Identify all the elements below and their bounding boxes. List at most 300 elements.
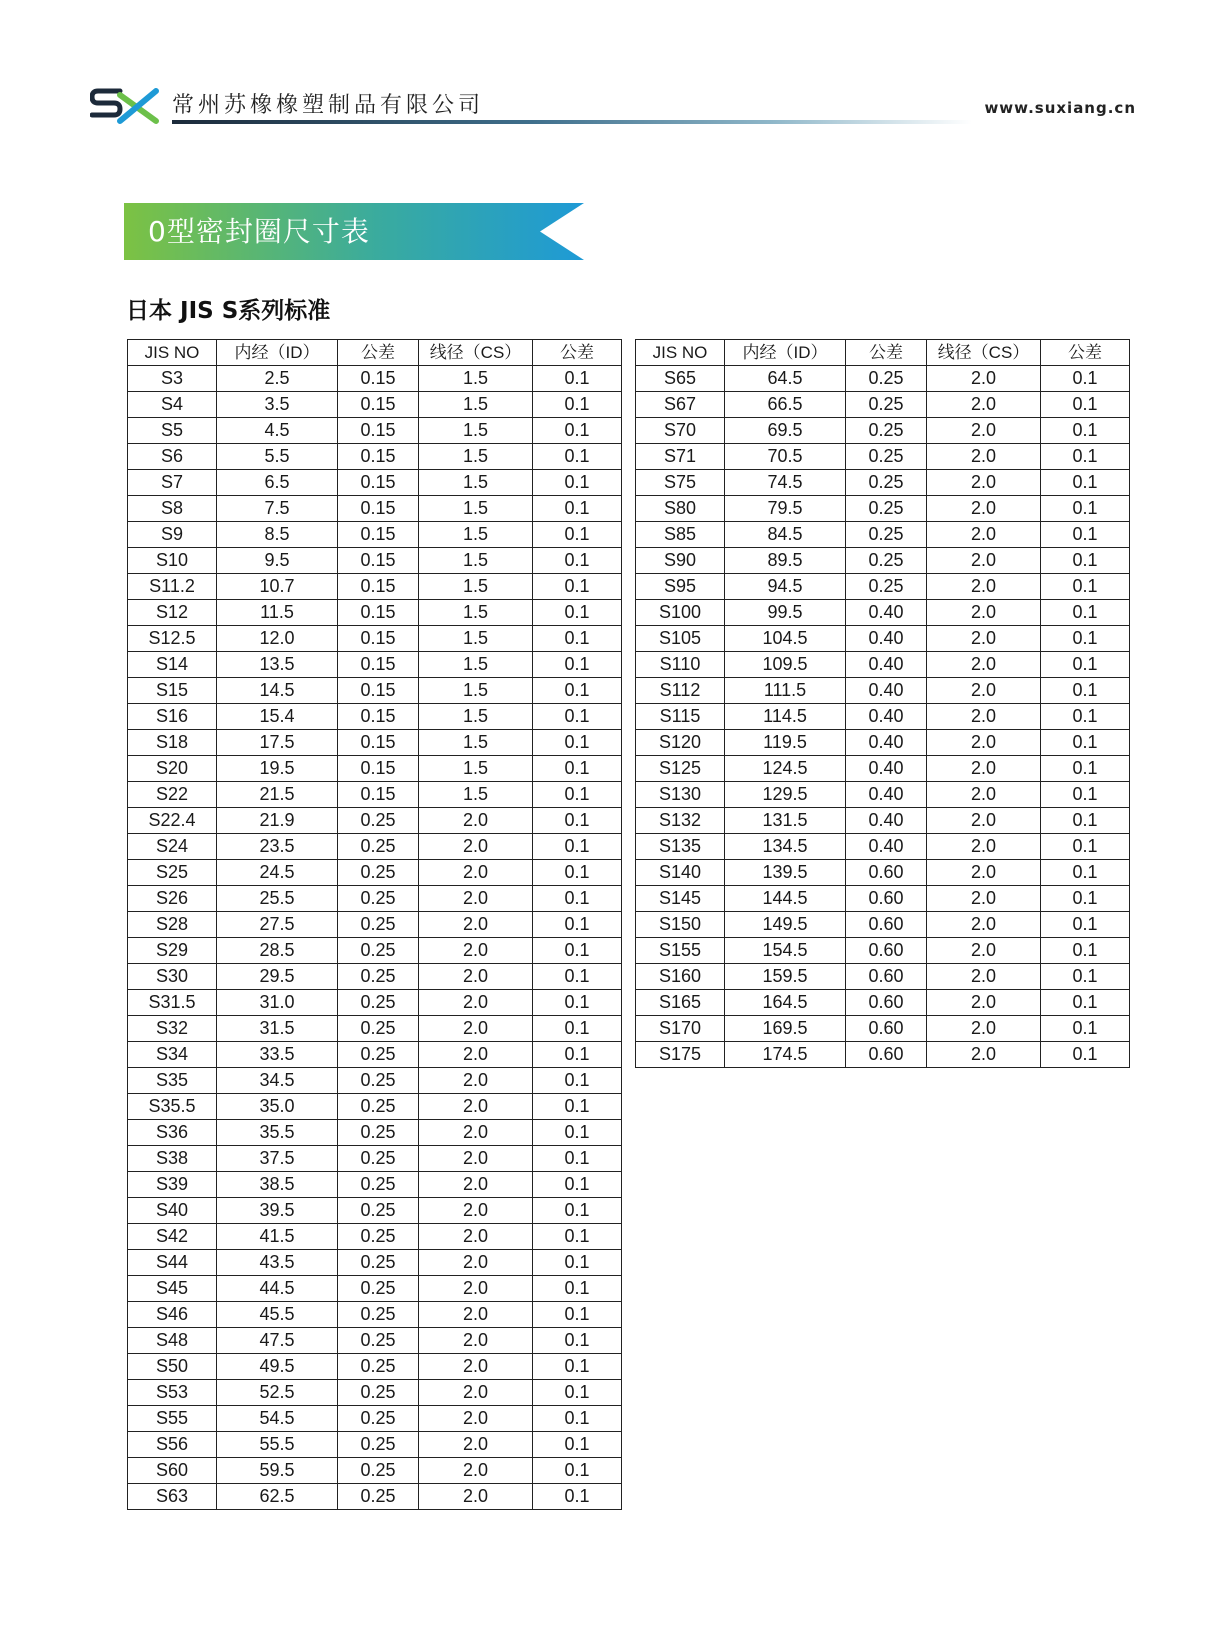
- cell-cs-tolerance: 0.1: [1041, 860, 1130, 886]
- cell-cross-section: 2.0: [927, 600, 1041, 626]
- cell-cs-tolerance: 0.1: [533, 886, 622, 912]
- table-row: [128, 548, 622, 574]
- cell-cross-section: 1.5: [419, 678, 533, 704]
- cell-id-tolerance: 0.25: [846, 444, 927, 470]
- cell-cs-tolerance: 0.1: [533, 1276, 622, 1302]
- company-logo: [90, 85, 162, 125]
- cell-id-tolerance: 0.15: [338, 418, 419, 444]
- cell-cs-tolerance: 0.1: [1041, 392, 1130, 418]
- cell-inner-diameter: 15.4: [217, 704, 338, 730]
- table-row: [636, 834, 1130, 860]
- cell-jis-no: S40: [128, 1198, 217, 1224]
- cell-cs-tolerance: 0.1: [533, 990, 622, 1016]
- cell-cross-section: 2.0: [419, 1068, 533, 1094]
- cell-jis-no: S67: [636, 392, 725, 418]
- cell-cs-tolerance: 0.1: [533, 652, 622, 678]
- cell-id-tolerance: 0.25: [338, 912, 419, 938]
- cell-cross-section: 1.5: [419, 392, 533, 418]
- cell-cross-section: 2.0: [419, 1328, 533, 1354]
- cell-cs-tolerance: 0.1: [1041, 600, 1130, 626]
- cell-cs-tolerance: 0.1: [1041, 912, 1130, 938]
- cell-id-tolerance: 0.60: [846, 1016, 927, 1042]
- table-row: [128, 964, 622, 990]
- table-row: [128, 834, 622, 860]
- table-row: [128, 886, 622, 912]
- cell-cross-section: 2.0: [927, 782, 1041, 808]
- cell-id-tolerance: 0.25: [338, 1432, 419, 1458]
- cell-jis-no: S6: [128, 444, 217, 470]
- col-header-id-tolerance: 公差: [338, 340, 419, 366]
- cell-inner-diameter: 29.5: [217, 964, 338, 990]
- cell-id-tolerance: 0.40: [846, 730, 927, 756]
- cell-cs-tolerance: 0.1: [1041, 496, 1130, 522]
- table-row: [128, 392, 622, 418]
- cell-id-tolerance: 0.25: [338, 1146, 419, 1172]
- cell-inner-diameter: 28.5: [217, 938, 338, 964]
- cell-inner-diameter: 33.5: [217, 1042, 338, 1068]
- cell-cross-section: 2.0: [927, 860, 1041, 886]
- table-row: [128, 1380, 622, 1406]
- cell-id-tolerance: 0.25: [338, 1042, 419, 1068]
- cell-cross-section: 2.0: [927, 808, 1041, 834]
- cell-cs-tolerance: 0.1: [533, 678, 622, 704]
- table-row: [636, 886, 1130, 912]
- cell-id-tolerance: 0.15: [338, 704, 419, 730]
- cell-inner-diameter: 164.5: [725, 990, 846, 1016]
- cell-inner-diameter: 10.7: [217, 574, 338, 600]
- cell-cross-section: 2.0: [419, 1146, 533, 1172]
- cell-jis-no: S36: [128, 1120, 217, 1146]
- cell-cross-section: 2.0: [927, 548, 1041, 574]
- cell-jis-no: S22.4: [128, 808, 217, 834]
- table-row: [636, 470, 1130, 496]
- cell-cross-section: 2.0: [419, 912, 533, 938]
- cell-jis-no: S95: [636, 574, 725, 600]
- cell-inner-diameter: 4.5: [217, 418, 338, 444]
- table-row: [636, 808, 1130, 834]
- cell-cs-tolerance: 0.1: [533, 392, 622, 418]
- cell-cross-section: 2.0: [419, 1016, 533, 1042]
- cell-cross-section: 2.0: [419, 1120, 533, 1146]
- cell-inner-diameter: 6.5: [217, 470, 338, 496]
- cell-cs-tolerance: 0.1: [533, 444, 622, 470]
- cell-cross-section: 2.0: [927, 912, 1041, 938]
- cell-cross-section: 1.5: [419, 496, 533, 522]
- cell-cs-tolerance: 0.1: [533, 860, 622, 886]
- cell-cs-tolerance: 0.1: [533, 964, 622, 990]
- cell-cs-tolerance: 0.1: [533, 1042, 622, 1068]
- table-row: [128, 418, 622, 444]
- cell-cs-tolerance: 0.1: [533, 938, 622, 964]
- cell-id-tolerance: 0.60: [846, 1042, 927, 1068]
- cell-cross-section: 2.0: [927, 1016, 1041, 1042]
- table-row: [128, 1432, 622, 1458]
- cell-cs-tolerance: 0.1: [1041, 366, 1130, 392]
- table-row: [128, 678, 622, 704]
- cell-cs-tolerance: 0.1: [533, 808, 622, 834]
- cell-inner-diameter: 111.5: [725, 678, 846, 704]
- cell-jis-no: S85: [636, 522, 725, 548]
- cell-cs-tolerance: 0.1: [1041, 574, 1130, 600]
- cell-jis-no: S39: [128, 1172, 217, 1198]
- cell-jis-no: S63: [128, 1484, 217, 1510]
- cell-inner-diameter: 124.5: [725, 756, 846, 782]
- cell-cs-tolerance: 0.1: [1041, 418, 1130, 444]
- table-row: [128, 1224, 622, 1250]
- cell-cs-tolerance: 0.1: [1041, 990, 1130, 1016]
- table-row: [128, 1484, 622, 1510]
- cell-cross-section: 1.5: [419, 522, 533, 548]
- cell-inner-diameter: 25.5: [217, 886, 338, 912]
- cell-cs-tolerance: 0.1: [1041, 756, 1130, 782]
- cell-jis-no: S38: [128, 1146, 217, 1172]
- cell-inner-diameter: 66.5: [725, 392, 846, 418]
- cell-id-tolerance: 0.25: [338, 1172, 419, 1198]
- cell-id-tolerance: 0.25: [338, 938, 419, 964]
- cell-id-tolerance: 0.25: [338, 1198, 419, 1224]
- cell-cs-tolerance: 0.1: [533, 730, 622, 756]
- cell-jis-no: S18: [128, 730, 217, 756]
- cell-cs-tolerance: 0.1: [1041, 1016, 1130, 1042]
- cell-jis-no: S20: [128, 756, 217, 782]
- table-row: [128, 912, 622, 938]
- cell-cross-section: 2.0: [927, 652, 1041, 678]
- cell-id-tolerance: 0.25: [338, 1250, 419, 1276]
- cell-cs-tolerance: 0.1: [533, 1120, 622, 1146]
- cell-id-tolerance: 0.15: [338, 782, 419, 808]
- cell-inner-diameter: 99.5: [725, 600, 846, 626]
- cell-cs-tolerance: 0.1: [533, 912, 622, 938]
- cell-cs-tolerance: 0.1: [533, 1146, 622, 1172]
- cell-id-tolerance: 0.40: [846, 756, 927, 782]
- cell-inner-diameter: 134.5: [725, 834, 846, 860]
- cell-id-tolerance: 0.60: [846, 964, 927, 990]
- table-row: [128, 1276, 622, 1302]
- cell-cross-section: 2.0: [419, 1276, 533, 1302]
- cell-inner-diameter: 9.5: [217, 548, 338, 574]
- cell-id-tolerance: 0.40: [846, 678, 927, 704]
- cell-cs-tolerance: 0.1: [533, 1068, 622, 1094]
- cell-jis-no: S26: [128, 886, 217, 912]
- cell-jis-no: S15: [128, 678, 217, 704]
- cell-inner-diameter: 41.5: [217, 1224, 338, 1250]
- cell-jis-no: S112: [636, 678, 725, 704]
- cell-id-tolerance: 0.15: [338, 652, 419, 678]
- cell-jis-no: S135: [636, 834, 725, 860]
- cell-inner-diameter: 84.5: [725, 522, 846, 548]
- cell-id-tolerance: 0.25: [338, 1484, 419, 1510]
- cell-cross-section: 2.0: [419, 808, 533, 834]
- cell-cs-tolerance: 0.1: [533, 1432, 622, 1458]
- cell-jis-no: S71: [636, 444, 725, 470]
- cell-cross-section: 2.0: [927, 1042, 1041, 1068]
- cell-cross-section: 2.0: [927, 756, 1041, 782]
- cell-jis-no: S22: [128, 782, 217, 808]
- table-row: [636, 990, 1130, 1016]
- cell-id-tolerance: 0.25: [846, 470, 927, 496]
- cell-inner-diameter: 55.5: [217, 1432, 338, 1458]
- cell-cross-section: 1.5: [419, 652, 533, 678]
- cell-inner-diameter: 31.0: [217, 990, 338, 1016]
- cell-cs-tolerance: 0.1: [1041, 444, 1130, 470]
- cell-id-tolerance: 0.25: [338, 1094, 419, 1120]
- table-row: [128, 626, 622, 652]
- col-header-cs-tolerance: 公差: [1041, 340, 1130, 366]
- cell-jis-no: S115: [636, 704, 725, 730]
- cell-inner-diameter: 62.5: [217, 1484, 338, 1510]
- cell-cross-section: 2.0: [927, 366, 1041, 392]
- cell-cs-tolerance: 0.1: [1041, 938, 1130, 964]
- cell-cs-tolerance: 0.1: [533, 626, 622, 652]
- cell-cs-tolerance: 0.1: [533, 548, 622, 574]
- table-row: [128, 444, 622, 470]
- cell-cs-tolerance: 0.1: [1041, 626, 1130, 652]
- cell-cross-section: 1.5: [419, 574, 533, 600]
- cell-id-tolerance: 0.25: [846, 496, 927, 522]
- cell-cs-tolerance: 0.1: [533, 1250, 622, 1276]
- cell-id-tolerance: 0.15: [338, 756, 419, 782]
- table-row: [128, 756, 622, 782]
- table-row: [636, 678, 1130, 704]
- cell-jis-no: S56: [128, 1432, 217, 1458]
- cell-inner-diameter: 49.5: [217, 1354, 338, 1380]
- cell-cs-tolerance: 0.1: [533, 1354, 622, 1380]
- cell-inner-diameter: 43.5: [217, 1250, 338, 1276]
- cell-inner-diameter: 24.5: [217, 860, 338, 886]
- cell-cs-tolerance: 0.1: [533, 1224, 622, 1250]
- cell-inner-diameter: 94.5: [725, 574, 846, 600]
- cell-inner-diameter: 45.5: [217, 1302, 338, 1328]
- table-row: [636, 548, 1130, 574]
- cell-cross-section: 2.0: [927, 964, 1041, 990]
- size-table-right: [635, 339, 1130, 1068]
- cell-inner-diameter: 119.5: [725, 730, 846, 756]
- cell-cs-tolerance: 0.1: [533, 522, 622, 548]
- cell-jis-no: S50: [128, 1354, 217, 1380]
- cell-cross-section: 1.5: [419, 444, 533, 470]
- cell-cs-tolerance: 0.1: [533, 1458, 622, 1484]
- cell-cross-section: 2.0: [419, 1094, 533, 1120]
- cell-inner-diameter: 104.5: [725, 626, 846, 652]
- cell-jis-no: S105: [636, 626, 725, 652]
- table-row: [636, 574, 1130, 600]
- cell-cs-tolerance: 0.1: [1041, 808, 1130, 834]
- cell-cross-section: 1.5: [419, 600, 533, 626]
- cell-id-tolerance: 0.15: [338, 470, 419, 496]
- cell-jis-no: S125: [636, 756, 725, 782]
- table-row: [128, 1042, 622, 1068]
- cell-id-tolerance: 0.15: [338, 392, 419, 418]
- table-row: [636, 626, 1130, 652]
- cell-jis-no: S16: [128, 704, 217, 730]
- cell-jis-no: S160: [636, 964, 725, 990]
- cell-cross-section: 2.0: [927, 392, 1041, 418]
- table-row: [128, 860, 622, 886]
- cell-cross-section: 2.0: [927, 938, 1041, 964]
- cell-cs-tolerance: 0.1: [533, 1016, 622, 1042]
- cell-jis-no: S53: [128, 1380, 217, 1406]
- cell-jis-no: S175: [636, 1042, 725, 1068]
- cell-inner-diameter: 54.5: [217, 1406, 338, 1432]
- cell-cs-tolerance: 0.1: [1041, 678, 1130, 704]
- cell-inner-diameter: 39.5: [217, 1198, 338, 1224]
- cell-cross-section: 2.0: [927, 730, 1041, 756]
- cell-cross-section: 2.0: [419, 1406, 533, 1432]
- cell-cross-section: 1.5: [419, 548, 533, 574]
- table-row: [636, 418, 1130, 444]
- cell-jis-no: S90: [636, 548, 725, 574]
- cell-inner-diameter: 169.5: [725, 1016, 846, 1042]
- cell-id-tolerance: 0.25: [846, 418, 927, 444]
- cell-id-tolerance: 0.25: [338, 1328, 419, 1354]
- cell-inner-diameter: 70.5: [725, 444, 846, 470]
- cell-cross-section: 2.0: [419, 1484, 533, 1510]
- table-row: [128, 496, 622, 522]
- table-row: [128, 1458, 622, 1484]
- cell-cs-tolerance: 0.1: [1041, 730, 1130, 756]
- cell-id-tolerance: 0.40: [846, 704, 927, 730]
- cell-id-tolerance: 0.15: [338, 730, 419, 756]
- section-title: 日本 JIS S系列标准: [126, 298, 331, 324]
- table-row: [128, 600, 622, 626]
- cell-cross-section: 2.0: [419, 1172, 533, 1198]
- table-row: [128, 574, 622, 600]
- cell-cross-section: 2.0: [419, 1458, 533, 1484]
- cell-jis-no: S5: [128, 418, 217, 444]
- cell-inner-diameter: 37.5: [217, 1146, 338, 1172]
- cell-jis-no: S145: [636, 886, 725, 912]
- table-row: [636, 964, 1130, 990]
- cell-cs-tolerance: 0.1: [533, 782, 622, 808]
- table-row: [128, 1172, 622, 1198]
- table-row: [128, 1094, 622, 1120]
- cell-cs-tolerance: 0.1: [533, 1172, 622, 1198]
- cell-cross-section: 2.0: [419, 938, 533, 964]
- table-row: [128, 990, 622, 1016]
- cell-inner-diameter: 129.5: [725, 782, 846, 808]
- cell-id-tolerance: 0.40: [846, 808, 927, 834]
- cell-cross-section: 1.5: [419, 626, 533, 652]
- cell-jis-no: S8: [128, 496, 217, 522]
- cell-inner-diameter: 35.5: [217, 1120, 338, 1146]
- cell-inner-diameter: 154.5: [725, 938, 846, 964]
- cell-jis-no: S155: [636, 938, 725, 964]
- table-row: [128, 366, 622, 392]
- cell-id-tolerance: 0.15: [338, 678, 419, 704]
- cell-cross-section: 2.0: [419, 1198, 533, 1224]
- cell-cross-section: 2.0: [419, 1224, 533, 1250]
- cell-inner-diameter: 35.0: [217, 1094, 338, 1120]
- cell-id-tolerance: 0.60: [846, 860, 927, 886]
- cell-inner-diameter: 159.5: [725, 964, 846, 990]
- cell-inner-diameter: 17.5: [217, 730, 338, 756]
- cell-inner-diameter: 7.5: [217, 496, 338, 522]
- cell-jis-no: S25: [128, 860, 217, 886]
- cell-id-tolerance: 0.15: [338, 548, 419, 574]
- table-row: [636, 600, 1130, 626]
- table-row: [636, 496, 1130, 522]
- cell-cs-tolerance: 0.1: [533, 1484, 622, 1510]
- cell-inner-diameter: 5.5: [217, 444, 338, 470]
- table-row: [636, 782, 1130, 808]
- cell-inner-diameter: 74.5: [725, 470, 846, 496]
- cell-inner-diameter: 149.5: [725, 912, 846, 938]
- cell-jis-no: S170: [636, 1016, 725, 1042]
- cell-jis-no: S30: [128, 964, 217, 990]
- cell-cross-section: 2.0: [927, 834, 1041, 860]
- table-row: [128, 1302, 622, 1328]
- cell-cross-section: 2.0: [419, 1380, 533, 1406]
- cell-cs-tolerance: 0.1: [533, 574, 622, 600]
- cell-id-tolerance: 0.25: [846, 392, 927, 418]
- cell-id-tolerance: 0.25: [338, 1406, 419, 1432]
- cell-cs-tolerance: 0.1: [1041, 704, 1130, 730]
- cell-cross-section: 1.5: [419, 756, 533, 782]
- cell-id-tolerance: 0.40: [846, 652, 927, 678]
- table-row: [636, 444, 1130, 470]
- cell-cs-tolerance: 0.1: [533, 1302, 622, 1328]
- cell-cross-section: 2.0: [419, 886, 533, 912]
- col-header-cs-tolerance: 公差: [533, 340, 622, 366]
- cell-jis-no: S60: [128, 1458, 217, 1484]
- table-row: [128, 1198, 622, 1224]
- col-header-jis-no: JIS NO: [636, 340, 725, 366]
- cell-inner-diameter: 174.5: [725, 1042, 846, 1068]
- table-row: [128, 1146, 622, 1172]
- cell-cs-tolerance: 0.1: [1041, 522, 1130, 548]
- cell-jis-no: S32: [128, 1016, 217, 1042]
- table-header-row: [636, 340, 1130, 366]
- table-row: [636, 652, 1130, 678]
- cell-jis-no: S65: [636, 366, 725, 392]
- cell-id-tolerance: 0.25: [846, 548, 927, 574]
- cell-jis-no: S31.5: [128, 990, 217, 1016]
- cell-cs-tolerance: 0.1: [1041, 782, 1130, 808]
- cell-jis-no: S12: [128, 600, 217, 626]
- cell-inner-diameter: 19.5: [217, 756, 338, 782]
- cell-jis-no: S80: [636, 496, 725, 522]
- cell-inner-diameter: 44.5: [217, 1276, 338, 1302]
- cell-inner-diameter: 89.5: [725, 548, 846, 574]
- cell-id-tolerance: 0.25: [338, 886, 419, 912]
- cell-cross-section: 1.5: [419, 730, 533, 756]
- col-header-cross-section: 线径（CS）: [419, 340, 533, 366]
- cell-cross-section: 2.0: [419, 1302, 533, 1328]
- cell-id-tolerance: 0.25: [338, 1068, 419, 1094]
- size-table-left: [127, 339, 622, 1510]
- cell-id-tolerance: 0.25: [338, 1224, 419, 1250]
- cell-jis-no: S46: [128, 1302, 217, 1328]
- cell-cross-section: 1.5: [419, 782, 533, 808]
- cell-cross-section: 1.5: [419, 704, 533, 730]
- cell-cross-section: 2.0: [927, 990, 1041, 1016]
- cell-inner-diameter: 52.5: [217, 1380, 338, 1406]
- cell-id-tolerance: 0.15: [338, 626, 419, 652]
- cell-cs-tolerance: 0.1: [533, 1198, 622, 1224]
- cell-id-tolerance: 0.15: [338, 444, 419, 470]
- cell-cross-section: 2.0: [419, 990, 533, 1016]
- cell-cs-tolerance: 0.1: [1041, 652, 1130, 678]
- cell-id-tolerance: 0.40: [846, 782, 927, 808]
- cell-jis-no: S75: [636, 470, 725, 496]
- cell-id-tolerance: 0.25: [846, 522, 927, 548]
- cell-cross-section: 2.0: [927, 470, 1041, 496]
- cell-cross-section: 1.5: [419, 470, 533, 496]
- table-row: [128, 704, 622, 730]
- cell-id-tolerance: 0.25: [338, 964, 419, 990]
- cell-id-tolerance: 0.25: [338, 1380, 419, 1406]
- table-row: [128, 1068, 622, 1094]
